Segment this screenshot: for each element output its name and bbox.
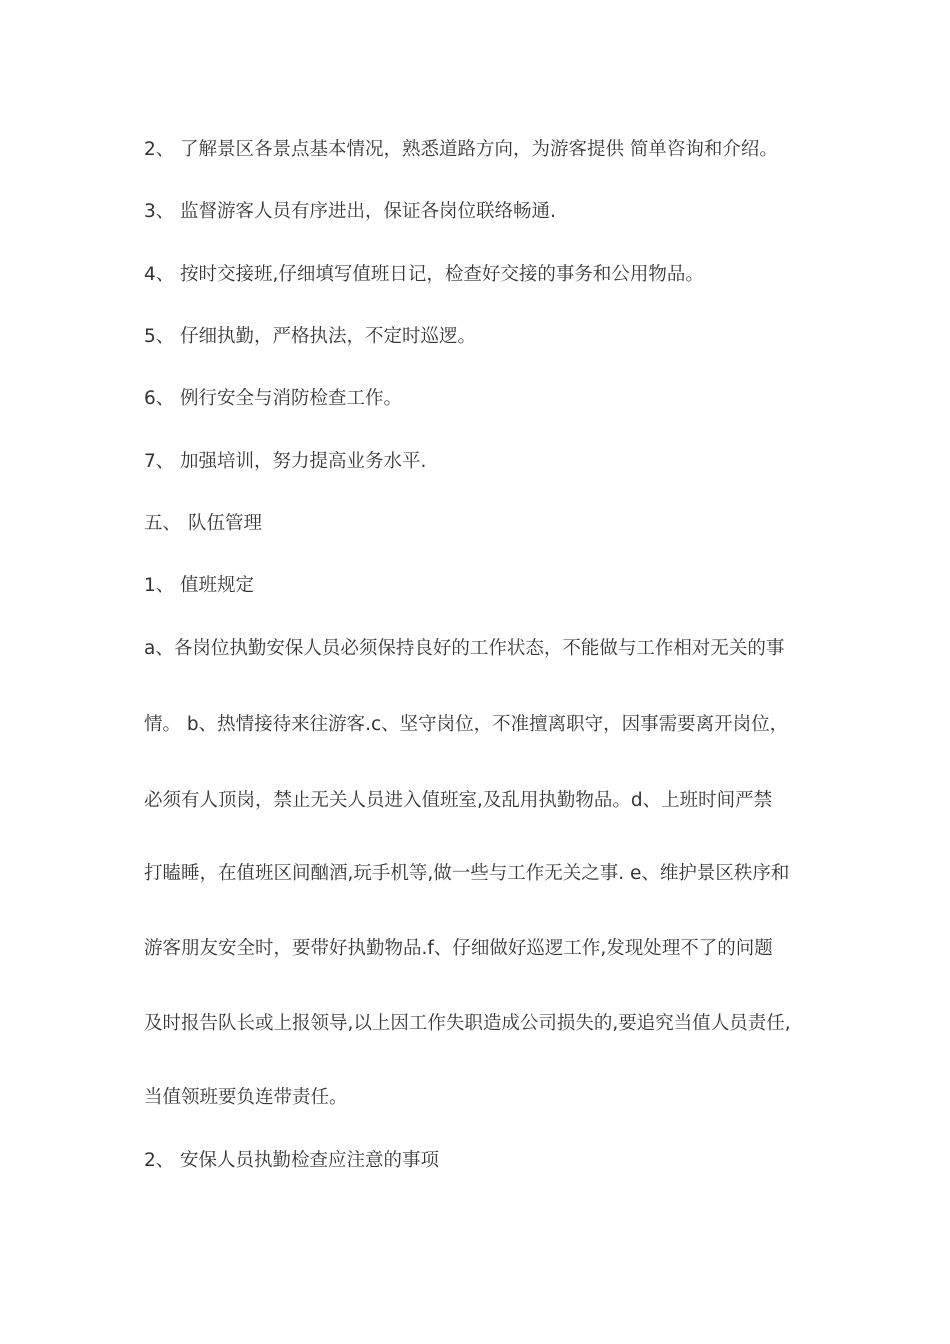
item-text: 加强培训，努力提高业务水平. [180, 451, 427, 472]
list-item [144, 577, 254, 596]
list-item [144, 453, 426, 472]
item-text: 监督游客人员有序进出，保证各岗位联络畅通. [180, 201, 556, 222]
item-text: 仔细执勤，严格执法，不定时巡逻。 [180, 326, 477, 347]
item-number: 2、 [144, 139, 175, 160]
list-item [144, 328, 476, 347]
item-number: 5、 [144, 326, 175, 347]
list-item [144, 390, 402, 409]
paragraph-line: 游客朋友安全时，要带好执勤物品.f、仔细做好巡逻工作,发现处理不了的问题 [144, 938, 773, 959]
item-number: 4、 [144, 264, 175, 285]
item-text: 按时交接班,仔细填写值班日记，检查好交接的事务和公用物品。 [180, 264, 704, 285]
section-heading [144, 515, 262, 534]
item-text: 例行安全与消防检查工作。 [180, 388, 403, 409]
paragraph-line: 情。 b、热情接待来往游客.c、坚守岗位，不准擅离职守，因事需要离开岗位， [144, 714, 789, 735]
item-number: 6、 [144, 388, 175, 409]
section-number: 五、 [144, 513, 182, 534]
paragraph-line: 及时报告队长或上报领导,以上因工作失职造成公司损失的,要追究当值人员责任, [144, 1013, 791, 1034]
item-number: 2、 [144, 1150, 175, 1171]
list-item [144, 141, 778, 160]
list-item [144, 1152, 439, 1171]
paragraph-line: 打瞌睡，在值班区间酗酒,玩手机等,做一些与工作无关之事. e、维护景区秩序和 [144, 863, 790, 884]
item-number: 1、 [144, 575, 175, 596]
paragraph-line: 必须有人顶岗，禁止无关人员进入值班室,及乱用执勤物品。d、上班时间严禁 [144, 790, 773, 811]
item-text: 了解景区各景点基本情况，熟悉道路方向，为游客提供 简单咨询和介绍。 [180, 139, 778, 160]
list-item [144, 266, 704, 285]
list-item [144, 203, 556, 222]
item-number: 7、 [144, 451, 175, 472]
section-title: 队伍管理 [188, 513, 263, 534]
item-text: 安保人员执勤检查应注意的事项 [180, 1150, 440, 1171]
paragraph-line: 当值领班要负连带责任。 [144, 1087, 348, 1108]
item-text: 值班规定 [180, 575, 255, 596]
item-number: 3、 [144, 201, 175, 222]
paragraph-line: a、各岗位执勤安保人员必须保持良好的工作状态，不能做与工作相对无关的事 [144, 638, 785, 659]
